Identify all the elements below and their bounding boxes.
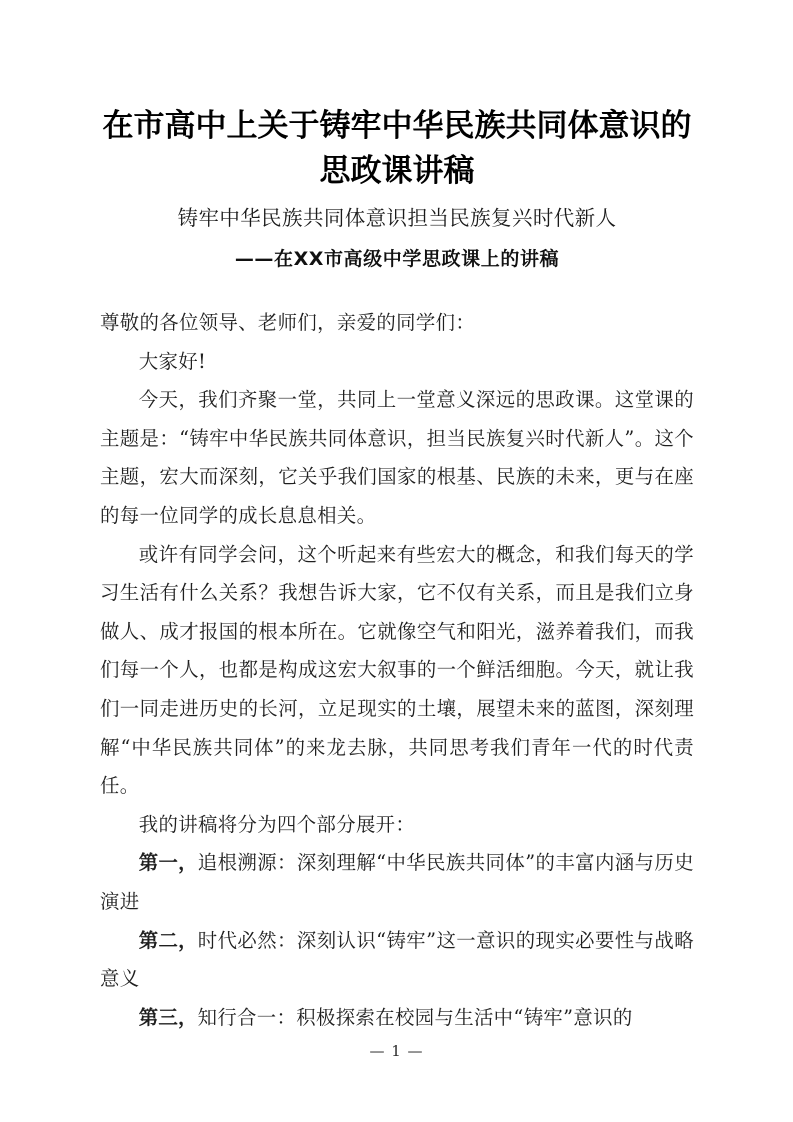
paragraph-2: 或许有同学会问，这个听起来有些宏大的概念，和我们每天的学习生活有什么关系？我想告诉大家，它不仅有关系，而且是我们立身做人、成才报国的根本所在。它就像空气和阳光，滋养着我们，而我们每一个人，也都是构成这宏大叙事的一个鲜活细胞。今天，就让我们一同走进历史的长河，立足现实的土壤，展望未来的蓝图，深刻理解“中华民族共同体”的来龙去脉，共同思考我们青年一代的时代责任。 bbox=[100, 542, 694, 798]
subtitle-org-abbrev: XX bbox=[293, 248, 324, 270]
salutation: 尊敬的各位领导、老师们，亲爱的同学们： bbox=[100, 311, 476, 334]
outline-item-3 bbox=[100, 999, 694, 1038]
outline-text: 追根溯源：深刻理解“中华民族共同体”的丰富内涵与历史演进 bbox=[100, 851, 694, 913]
outline-text: 时代必然：深刻认识“铸牢”这一意识的现实必要性与战略意义 bbox=[100, 928, 694, 991]
subtitle-suffix: 市高级中学思政课上的讲稿 bbox=[323, 248, 560, 270]
subtitle-dash-prefix: ——在 bbox=[234, 248, 294, 270]
outline-item-1 bbox=[100, 844, 694, 921]
outline-marker: 第一， bbox=[138, 851, 198, 875]
outline-marker: 第三， bbox=[138, 1005, 198, 1029]
paragraph-1: 今天，我们齐聚一堂，共同上一堂意义深远的思政课。这堂课的主题是：“铸牢中华民族共同体意识，担当民族复兴时代新人”。这个主题，宏大而深刻，它关乎我们国家的根基、民族的未来，更与在座的每一位同学的成长息息相关。 bbox=[100, 388, 694, 527]
outline-item-2 bbox=[100, 922, 694, 999]
subtitle-secondary bbox=[100, 241, 694, 278]
page-number: — 1 — bbox=[369, 1042, 424, 1060]
document-body bbox=[100, 304, 694, 1037]
outline-lead: 我的讲稿将分为四个部分展开： bbox=[138, 812, 416, 836]
subtitle-primary: 铸牢中华民族共同体意识担当民族复兴时代新人 bbox=[177, 206, 617, 230]
page-title: 在市高中上关于铸牢中华民族共同体意识的思政课讲稿 bbox=[102, 108, 692, 189]
outline-text: 知行合一：积极探索在校园与生活中“铸牢”意识的 bbox=[197, 1005, 633, 1029]
outline-marker: 第二， bbox=[138, 928, 198, 952]
greeting: 大家好! bbox=[138, 349, 207, 373]
subtitle-block bbox=[100, 200, 694, 278]
